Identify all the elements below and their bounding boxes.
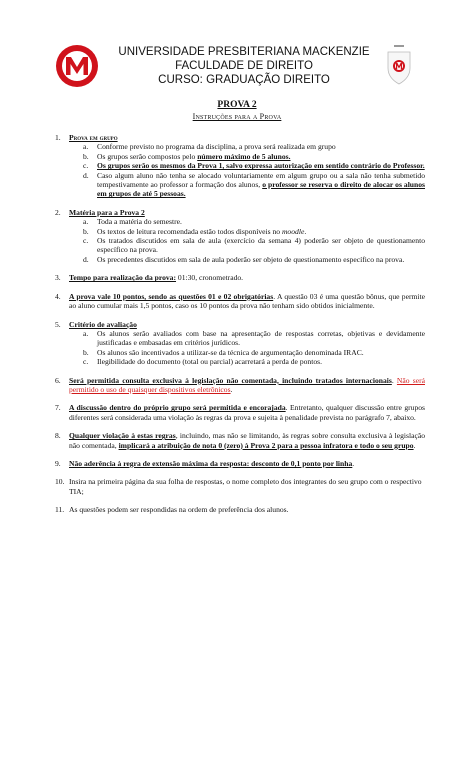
item-number: 9.: [55, 458, 61, 468]
item-text: As questões podem ser respondidas na ordem de preferência dos alunos.: [69, 505, 289, 515]
sub-item-letter: a.: [83, 328, 89, 338]
item-heading: Será permitida consulta exclusiva à legislação não comentada, incluindo tratados internacionais: [69, 375, 392, 385]
sub-item-letter: b.: [83, 151, 89, 161]
sub-item-text: Toda a matéria do semestre.: [97, 217, 182, 227]
item-number: 11.: [55, 505, 65, 515]
item-number: 3.: [55, 273, 61, 283]
sub-item-letter: d.: [83, 170, 89, 180]
sub-item-letter: c.: [83, 357, 89, 367]
item-punct: .: [413, 440, 416, 450]
course-name: CURSO: GRADUAÇÃO DIREITO: [158, 74, 330, 86]
sub-item-text: Ilegibilidade do documento (total ou parcial) acarretará a perda de pontos.: [97, 357, 322, 367]
item-text: 01:30, cronometrado.: [176, 273, 244, 283]
sub-item-letter: a.: [83, 142, 89, 152]
item-text: , incluindo, mas não se limitando, às regras sobre consulta exclusiva à legislação não comentada,: [69, 431, 426, 450]
sub-item: [69, 329, 425, 348]
item-number: 4.: [55, 291, 61, 301]
sub-item: [69, 171, 425, 199]
warning-text: Não será permitido o uso de quaisquer dispositivos eletrônicos: [69, 375, 425, 394]
item-punct: .: [352, 458, 355, 468]
item-number: 7.: [55, 403, 61, 413]
list-item: [55, 459, 425, 468]
list-item: [55, 292, 425, 311]
university-header: [108, 45, 380, 87]
list-item: [55, 477, 425, 496]
sub-item: [69, 142, 425, 151]
list-item: [55, 376, 425, 395]
faculty-seal-icon: [384, 44, 414, 86]
item-heading: Critério de avaliação: [69, 319, 137, 329]
item-heading: Prova em grupo: [69, 133, 118, 142]
item-number: 10.: [55, 477, 65, 487]
sub-item-text: Os alunos serão avaliados com base na apresentação de respostas corretas, objetivas e devidamente justificadas e embasadas em critérios jurídicos.: [97, 328, 425, 348]
item-number: 8.: [55, 431, 61, 441]
sub-item: [69, 227, 425, 236]
item-text: . A questão 03 é uma questão bônus, que permite ao aluno cumular mais 1,5 pontos, caso os 10 pontos da prova não tenham sido obtidos inicialmente.: [69, 291, 425, 311]
sub-item-letter: d.: [83, 254, 89, 264]
mackenzie-logo-icon: [55, 44, 99, 88]
sub-item-text: Os grupos serão compostos pelo: [97, 151, 198, 161]
item-emphasis: implicará a atribuição de nota 0 (zero) à Prova 2 para a pessoa infratora e todo o seu grupo: [118, 440, 414, 450]
sub-item-emphasis: número máximo de 5 alunos.: [197, 151, 291, 161]
sub-item-text: Os precedentes discutidos em sala de aula poderão ser objeto de questionamento específico na prova.: [97, 254, 405, 264]
list-item: [55, 133, 425, 199]
document-subtitle: Instruções para a Prova: [192, 112, 282, 121]
sub-item-letter: b.: [83, 226, 89, 236]
item-number: 5.: [55, 319, 61, 329]
sub-item: [69, 236, 425, 255]
sub-item-emphasis: o professor se reserva o direito de alocar os alunos em grupos de até 5 pessoas.: [97, 180, 426, 199]
sub-item-letter: b.: [83, 347, 89, 357]
document-title: PROVA 2: [217, 100, 257, 110]
sub-item: [69, 348, 425, 357]
item-heading: Matéria para a Prova 2: [69, 207, 145, 217]
item-number: 1.: [55, 133, 61, 142]
item-punct: .: [230, 384, 233, 394]
item-heading: A prova vale 10 pontos, sendo as questões 01 e 02 obrigatórias: [69, 291, 274, 301]
sub-item: [69, 161, 425, 170]
item-heading: A discussão dentro do próprio grupo será permitida e encorajada: [69, 403, 286, 413]
sub-item: [69, 152, 425, 161]
item-heading: Tempo para realização da prova:: [69, 273, 177, 283]
sub-item-letter: a.: [83, 217, 89, 227]
university-name: UNIVERSIDADE PRESBITERIANA MACKENZIE: [118, 46, 370, 58]
item-heading: Qualquer violação à estas regras: [69, 431, 176, 441]
list-item: [55, 273, 425, 282]
list-item: [55, 208, 425, 264]
sub-item-text: Os textos de leitura recomendada estão todos disponíveis no: [97, 226, 282, 236]
sub-item: [69, 357, 425, 366]
sub-item-text: Os tratados discutidos em sala de aula (exercício da semana 4) poderão ser objeto de questionamento específico na prova.: [97, 236, 425, 255]
item-text: .: [391, 375, 397, 385]
instructions-list: [55, 133, 425, 524]
list-item: [55, 320, 425, 367]
item-heading: Não aderência à regra de extensão máxima da resposta: desconto de 0,1 ponto por linha: [69, 458, 353, 468]
sub-item-emphasis: Os grupos serão os mesmos da Prova 1, salvo expressa autorização em sentido contrário do Professor.: [97, 161, 425, 171]
sub-item-text: Conforme previsto no programa da disciplina, a prova será realizada em grupo: [97, 142, 336, 152]
sub-item-text: Caso algum aluno não tenha se alocado voluntariamente em algum grupo ou a sala não tenha submetido tempestivamente ao professor a formação dos alunos,: [97, 170, 425, 190]
list-item: [55, 403, 425, 422]
sub-item: [69, 255, 425, 264]
sub-item-letter: c.: [83, 236, 89, 246]
sub-item-punct: .: [304, 226, 307, 236]
faculty-name: FACULDADE DE DIREITO: [175, 60, 313, 72]
list-item: [55, 431, 425, 450]
sub-item-italic: moodle: [281, 226, 305, 236]
sub-item-text: Os alunos são incentivados a utilizar-se da técnica de argumentação denominada IRAC.: [97, 347, 364, 357]
item-number: 2.: [55, 207, 61, 217]
sub-item: [69, 217, 425, 226]
item-text: Insira na primeira página da sua folha de respostas, o nome completo dos integrantes do seu grupo com o respectivo TIA;: [69, 477, 422, 496]
item-text: . Entretanto, qualquer discussão entre grupos diferentes será considerada uma violação às regras da prova e sujeita à penalidade prevista no parágrafo 7, abaixo.: [69, 403, 425, 422]
list-item: [55, 505, 425, 514]
item-number: 6.: [55, 375, 61, 385]
sub-item-letter: c.: [83, 161, 89, 171]
